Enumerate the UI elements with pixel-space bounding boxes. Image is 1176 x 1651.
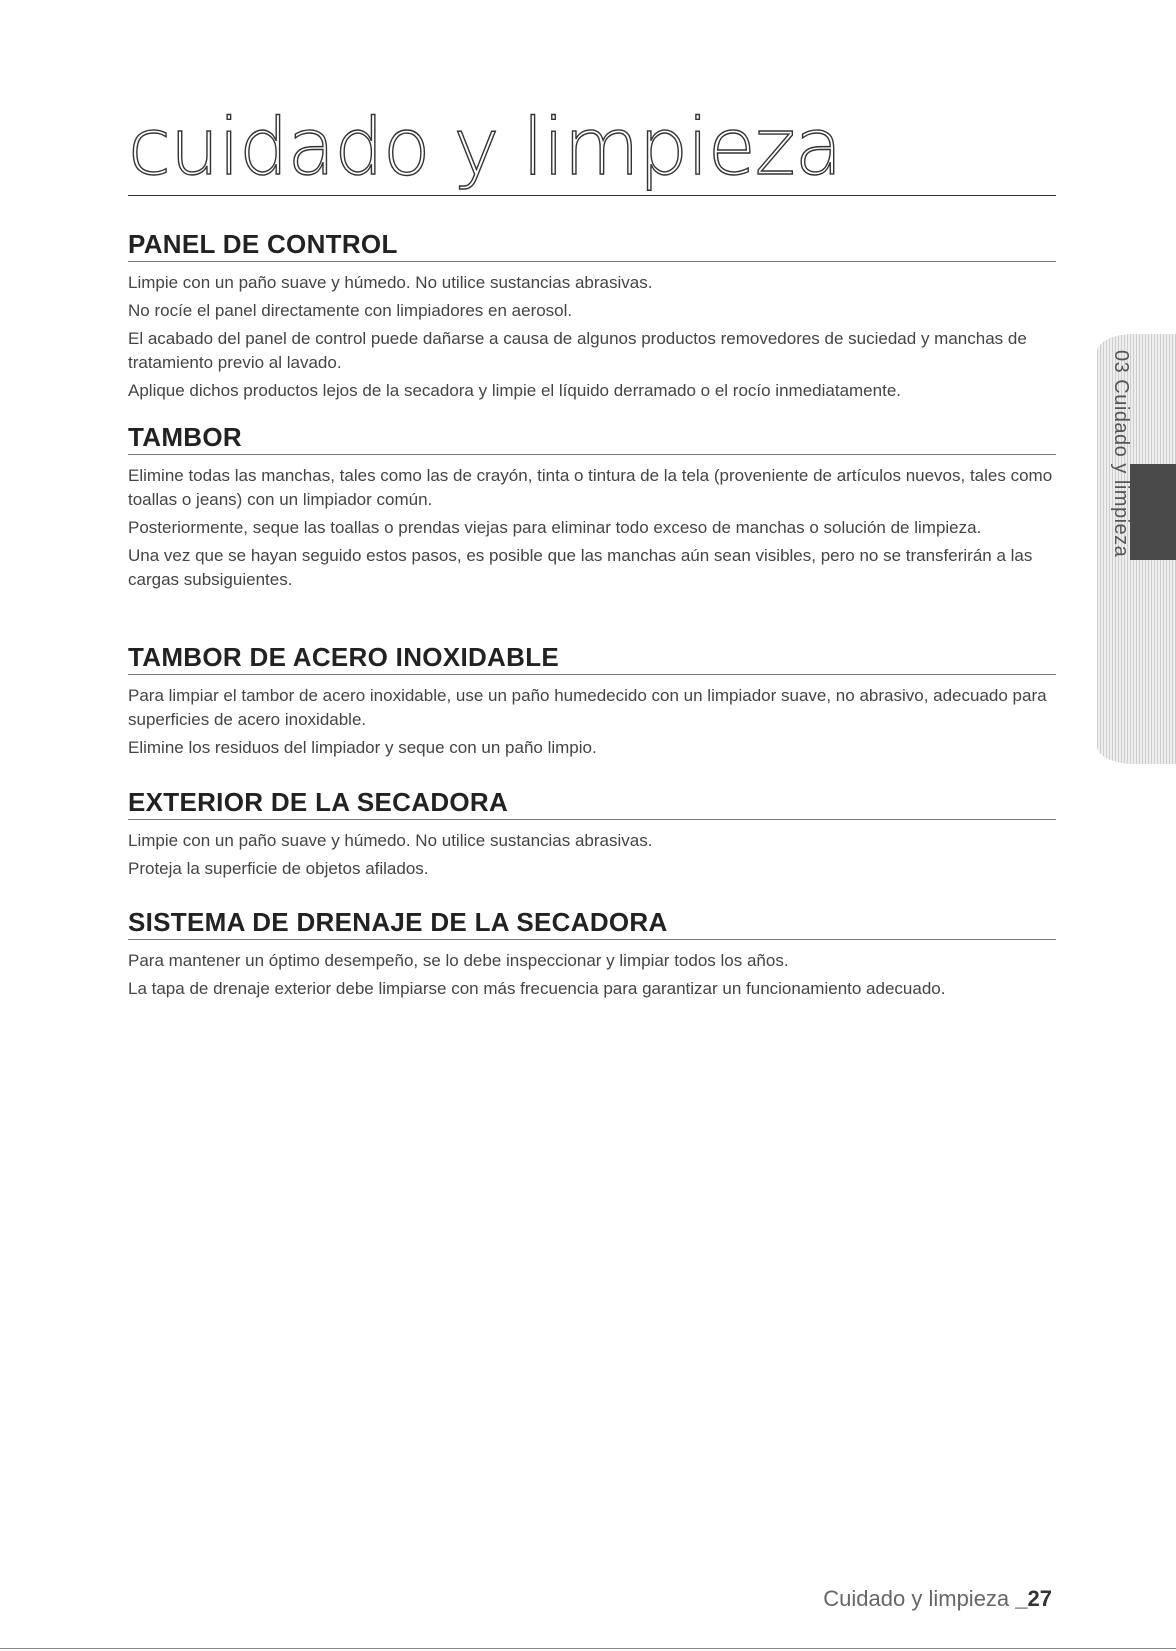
section-tambor-de-acero-inoxidable <box>128 641 1056 764</box>
paragraph: No rocíe el panel directamente con limpiadores en aerosol. <box>128 301 573 320</box>
section-panel-de-control <box>128 228 1056 407</box>
section-heading: TAMBOR <box>128 421 1056 455</box>
section-exterior-de-la-secadora <box>128 786 1056 885</box>
section-sistema-de-drenaje <box>128 906 1056 1005</box>
page-footer <box>823 1586 1052 1612</box>
paragraph: Una vez que se hayan seguido estos pasos, es posible que las manchas aún sean visibles, pero no se transferirán a las cargas subsiguientes. <box>128 546 1033 589</box>
paragraph: Limpie con un paño suave y húmedo. No utilice sustancias abrasivas. <box>128 831 653 850</box>
paragraph: La tapa de drenaje exterior debe limpiarse con más frecuencia para garantizar un funcionamiento adecuado. <box>128 979 946 998</box>
chapter-tab-label: 03 Cuidado y limpieza <box>1110 350 1132 558</box>
section-heading: SISTEMA DE DRENAJE DE LA SECADORA <box>128 906 1056 940</box>
section-heading: EXTERIOR DE LA SECADORA <box>128 786 1056 820</box>
paragraph: Para limpiar el tambor de acero inoxidable, use un paño humedecido con un limpiador suave, no abrasivo, adecuado para superficies de acero inoxidable. <box>128 686 1047 729</box>
paragraph: Proteja la superficie de objetos afilados. <box>128 859 429 878</box>
footer-label: Cuidado y limpieza <box>823 1586 1016 1611</box>
bottom-divider <box>0 1648 1176 1649</box>
paragraph: Elimine los residuos del limpiador y seque con un paño limpio. <box>128 738 597 757</box>
paragraph: Limpie con un paño suave y húmedo. No utilice sustancias abrasivas. <box>128 273 653 292</box>
page-title: cuidado y limpieza <box>128 103 1056 196</box>
paragraph: Aplique dichos productos lejos de la secadora y limpie el líquido derramado o el rocío inmediatamente. <box>128 381 901 400</box>
section-heading: TAMBOR DE ACERO INOXIDABLE <box>128 641 1056 675</box>
paragraph: El acabado del panel de control puede dañarse a causa de algunos productos removedores de suciedad y manchas de tratamiento previo al lavado. <box>128 329 1027 372</box>
paragraph: Elimine todas las manchas, tales como las de crayón, tinta o tintura de la tela (proveniente de artículos nuevos, tales como toallas o jeans) con un limpiador común. <box>128 466 1053 509</box>
page-number: _27 <box>1015 1586 1052 1611</box>
section-tambor <box>128 421 1056 596</box>
paragraph: Para mantener un óptimo desempeño, se lo debe inspeccionar y limpiar todos los años. <box>128 951 789 970</box>
paragraph: Posteriormente, seque las toallas o prendas viejas para eliminar todo exceso de manchas o solución de limpieza. <box>128 518 982 537</box>
section-heading: PANEL DE CONTROL <box>128 228 1056 262</box>
